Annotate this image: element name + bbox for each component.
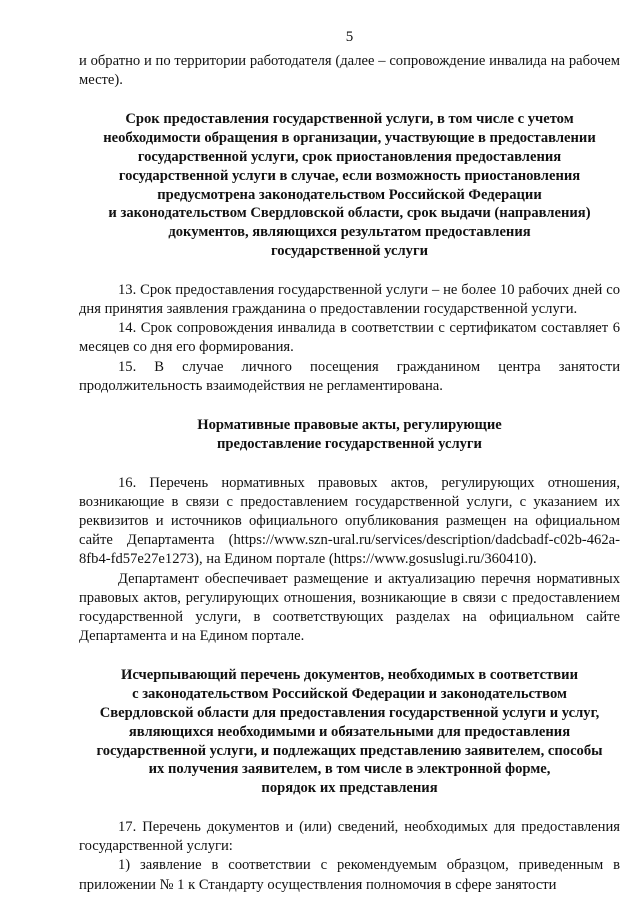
heading-line: Нормативные правовые акты, регулирующие [197,417,502,433]
heading-line: государственной услуги, и подлежащих представлению заявителем, способы [96,742,603,759]
paragraph-16-continued: Департамент обеспечивает размещение и актуализацию перечня нормативных правовых актов, регулирующих отношения, возникающие в связи с предоставлением государственной услуги, в соответствующих разделах на официальном сайте Департамента и на Едином портале. [79,570,620,645]
paragraph-14: 14. Срок сопровождения инвалида в соответствии с сертификатом составляет 6 месяцев со дня его формирования. [79,320,620,356]
page-number: 5 [345,29,354,45]
heading-line: государственной услуги в случае, если возможность приостановления [118,167,581,184]
section-heading-terms [79,110,620,260]
heading-line: порядок их представления [261,780,438,797]
heading-line: с законодательством Российской Федерации и законодательством [132,686,567,703]
paragraph-17: 17. Перечень документов и (или) сведений, необходимых для предоставления государственной услуги: [79,819,620,855]
heading-line: необходимости обращения в организации, участвующие в предоставлении [103,130,596,147]
paragraph-15: 15. В случае личного посещения гражданином центра занятости продолжительность взаимодействия не регламентирована. [79,358,620,394]
paragraph-17-item-1: 1) заявление в соответствии с рекомендуемым образцом, приведенным в приложении № 1 к Стандарту осуществления полномочия в сфере занятости [79,857,620,893]
heading-line: Свердловской области для предоставления государственной услуги и услуг, [99,705,600,722]
paragraph-16: 16. Перечень нормативных правовых актов, регулирующих отношения, возникающие в связи с предоставлением государственной услуги, с указанием их реквизитов и источников официального опубликования размещен на официальном сайте Департамента (https://www.szn-ural.ru/services/description/dadcbadf-c02b-462a-8fb4-fd57e27e1273), на Едином портале (https://www.gosuslugi.ru/360410). [79,474,620,568]
heading-line: Срок предоставления государственной услуги, в том числе с учетом [125,111,574,128]
heading-line: их получения заявителем, в том числе в электронной форме, [148,761,551,778]
heading-line: и законодательством Свердловской области, срок выдачи (направления) [108,205,591,222]
document-page [79,0,620,895]
heading-line: государственной услуги [270,242,429,259]
heading-line: предусмотрена законодательством Российской Федерации [157,186,542,203]
paragraph-13: 13. Срок предоставления государственной услуги – не более 10 рабочих дней со дня принятия заявления гражданина о предоставлении государственной услуги. [79,281,620,317]
intro-paragraph: и обратно и по территории работодателя (далее – сопровождение инвалида на рабочем месте). [79,53,620,89]
section-heading-legal-acts [79,416,620,454]
section-heading-documents [79,666,620,798]
heading-line: являющихся необходимыми и обязательными для предоставления [128,723,571,740]
heading-line: государственной услуги, срок приостановления предоставления [137,149,562,165]
heading-line: документов, являющихся результатом предоставления [168,224,531,241]
heading-line: предоставление государственной услуги [217,435,482,452]
heading-line: Исчерпывающий перечень документов, необходимых в соответствии [120,667,578,684]
